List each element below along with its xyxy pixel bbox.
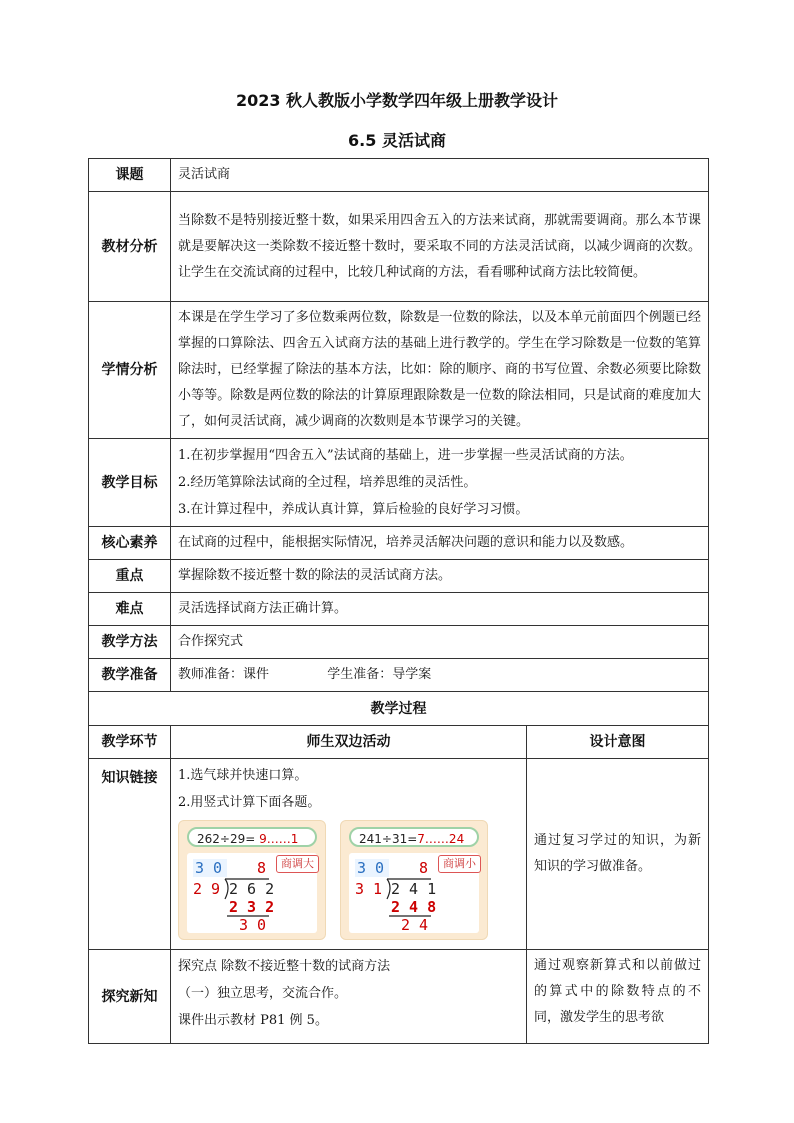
lesson-subtitle: 6.5 灵活试商 <box>348 131 446 150</box>
row-text: 灵活试商 <box>171 159 709 192</box>
row-label: 课题 <box>89 159 171 192</box>
product: 2 4 8 <box>391 898 437 916</box>
activity-line: 1.选气球并快速口算。 <box>178 768 308 783</box>
prep-text <box>171 659 709 692</box>
row-label: 教学方法 <box>89 626 171 659</box>
adjust-tag: 商调小 <box>438 855 481 873</box>
link-intent: 通过复习学过的知识，为新知识的学习做准备。 <box>527 759 709 950</box>
trial-quotient: 3 0 <box>195 859 223 877</box>
goals-list <box>171 439 709 527</box>
division-card <box>178 820 326 940</box>
quotient: 8 <box>419 859 429 877</box>
row-label: 重点 <box>89 560 171 593</box>
activity-line: 2.用竖式计算下面各题。 <box>178 795 321 810</box>
row-label: 教学目标 <box>89 439 171 527</box>
explore-activity <box>171 950 527 1044</box>
lesson-plan-table <box>88 158 709 1044</box>
row-label: 难点 <box>89 593 171 626</box>
division-examples <box>178 820 519 946</box>
equation-bar: 241÷31=7……24 <box>349 827 479 847</box>
student-prep: 学生准备：导学案 <box>327 667 432 682</box>
row-text: 本课是在学生学习了多位数乘两位数，除数是一位数的除法，以及本单元前面四个例题已经掌握的口算除法、四舍五入试商方法的基础上进行教学的。学生在学习除数是一位数的笔算除法时，已经掌握了除法的基本方法，比如：除的顺序、商的书写位置、余数必须要比除数小等等。除数是两位数的除法的计算原理跟除数是一位数的除法相同，只是试商的难度加大了，如何灵活试商，减少调商的次数则是本节课学习的关键。 <box>171 302 709 439</box>
row-text: 掌握除数不接近整十数的除法的灵活试商方法。 <box>171 560 709 593</box>
row-label: 探究新知 <box>89 950 171 1044</box>
col-header: 教学环节 <box>89 726 171 759</box>
equation-bar: 262÷29= 9……1 <box>187 827 317 847</box>
row-text: 合作探究式 <box>171 626 709 659</box>
division-card <box>340 820 488 940</box>
row-label: 核心素养 <box>89 527 171 560</box>
quotient: 8 <box>257 859 267 877</box>
col-header: 师生双边活动 <box>171 726 527 759</box>
col-header: 设计意图 <box>527 726 709 759</box>
activity-line: （一）独立思考，交流合作。 <box>178 986 348 1001</box>
activity-line: 探究点 除数不接近整十数的试商方法 <box>178 959 391 974</box>
row-label: 学情分析 <box>89 302 171 439</box>
goal-item: 2.经历笔算除法试商的全过程，培养思维的灵活性。 <box>178 475 477 490</box>
dividend: 2 6 2 <box>229 880 275 898</box>
row-label: 知识链接 <box>89 759 171 950</box>
goal-item: 3.在计算过程中，养成认真计算，算后检验的良好学习习惯。 <box>178 502 529 517</box>
dividend: 2 4 1 <box>391 880 437 898</box>
explore-intent: 通过观察新算式和以前做过的算式中的除数特点的不同，激发学生的思考欲 <box>527 950 709 1044</box>
document-title: 2023 秋人教版小学数学四年级上册教学设计 <box>235 91 559 110</box>
adjust-tag: 商调大 <box>276 855 319 873</box>
divisor: 2 9 <box>193 880 221 898</box>
remainder: 2 4 <box>401 916 429 933</box>
row-label: 教材分析 <box>89 192 171 302</box>
divisor: 3 1 <box>355 880 383 898</box>
product: 2 3 2 <box>229 898 275 916</box>
teacher-prep: 教师准备：课件 <box>178 667 270 682</box>
trial-quotient: 3 0 <box>357 859 385 877</box>
process-title: 教学过程 <box>89 692 709 726</box>
row-label: 教学准备 <box>89 659 171 692</box>
row-text: 在试商的过程中，能根据实际情况，培养灵活解决问题的意识和能力以及数感。 <box>171 527 709 560</box>
remainder: 3 0 <box>239 916 267 933</box>
row-text: 灵活选择试商方法正确计算。 <box>171 593 709 626</box>
activity-line: 课件出示教材 P81 例 5。 <box>178 1013 328 1028</box>
link-activity <box>171 759 527 950</box>
goal-item: 1.在初步掌握用“四舍五入”法试商的基础上，进一步掌握一些灵活试商的方法。 <box>178 448 633 463</box>
row-text: 当除数不是特别接近整十数，如果采用四舍五入的方法来试商，那就需要调商。那么本节课就是要解决这一类除数不接近整十数时，要采取不同的方法灵活试商，以减少调商的次数。让学生在交流试商的过程中，比较几种试商的方法，看看哪种试商方法比较简便。 <box>171 192 709 302</box>
